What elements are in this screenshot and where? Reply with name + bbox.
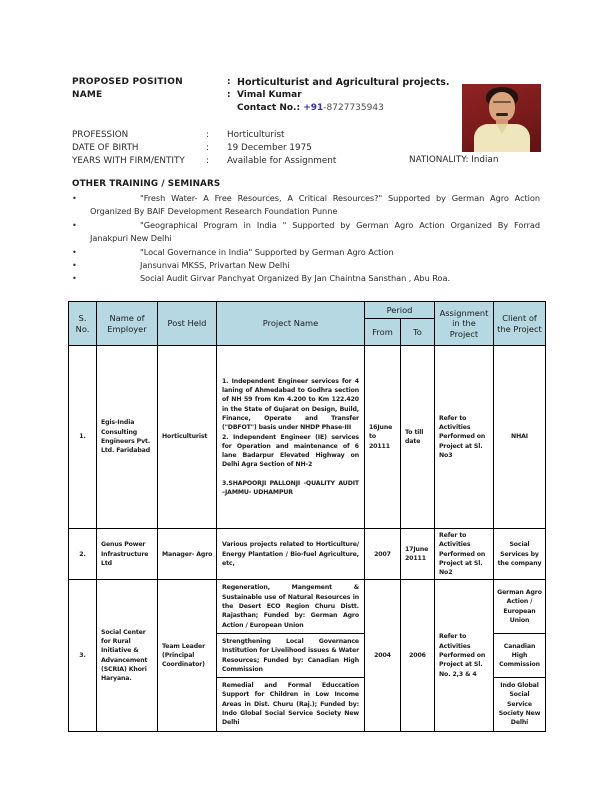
cell-r1-from: 16June to 20111	[365, 346, 401, 529]
spacer	[72, 102, 227, 115]
contact-label: Contact No.:	[237, 103, 301, 113]
cell-r1-post: Horticulturist	[158, 346, 217, 529]
identity-block	[72, 76, 462, 115]
cell-r3-employer: Social Center for Rural Initiative & Advancement (SCRIA) Khori Haryana.	[97, 580, 158, 731]
cell-r3-to: 2006	[401, 580, 435, 731]
header-post-held: Post Held	[158, 302, 217, 346]
seminar-item	[72, 259, 540, 272]
cell-r2-from: 2007	[365, 529, 401, 580]
seminar-text: "Geographical Program in India " Supported by German Agro Action Organized By Forrad Janakpuri New Delhi	[90, 219, 540, 244]
bullet-icon: •	[72, 246, 77, 257]
header-period: Period	[365, 302, 435, 319]
bullet-icon: •	[72, 273, 77, 284]
cell-r1-project	[217, 346, 365, 529]
colon-separator: :	[206, 143, 209, 154]
seminars-list	[72, 192, 540, 286]
dob-label: DATE OF BIRTH	[72, 143, 139, 154]
cell-r2-employer: Genus Power Infrastructure Ltd	[97, 529, 158, 580]
contact-line	[237, 102, 462, 115]
header-project-name: Project Name	[217, 302, 365, 346]
years-value: Available for Assignment	[227, 156, 337, 167]
colon-separator: :	[206, 156, 209, 167]
cell-r3-from: 2004	[365, 580, 401, 731]
photo-eyebrows	[493, 101, 511, 103]
colon-separator: :	[227, 90, 231, 100]
contact-country-code: +91	[303, 103, 324, 113]
table-header-row-1	[69, 302, 546, 319]
years-label: YEARS WITH FIRM/ENTITY	[72, 156, 185, 167]
cell-r3-client-2: Canadian High Commission	[494, 633, 546, 677]
seminar-item	[72, 219, 540, 246]
experience-table	[68, 301, 546, 732]
seminar-text: Jansunvai MKSS, Privartan New Delhi	[140, 260, 290, 271]
seminar-text: Social Audit Girvar Panchyat Organized By Jan Chaintna Sansthan , Abu Roa.	[140, 273, 451, 284]
seminars-heading: OTHER TRAINING / SEMINARS	[72, 179, 221, 189]
contact-row	[72, 102, 462, 115]
name-label: NAME	[72, 90, 103, 100]
cell-r2-sno: 2.	[69, 529, 97, 580]
header-from: From	[365, 319, 401, 346]
profession-value: Horticulturist	[227, 130, 285, 140]
cell-r3-post: Team Leader (Principal Coordinator)	[158, 580, 217, 731]
proposed-position-value: Horticulturist and Agricultural projects.	[237, 77, 450, 88]
cell-r3-sno: 3.	[69, 580, 97, 731]
dob-value: 19 December 1975	[227, 143, 312, 154]
cell-r3-project-3: Remedial and Formal Educcation Support for Children in Low Income Areas in Dist. Churu (Raj.); Funded by: Indo Global Social Service Society New Delhi	[217, 678, 365, 731]
cell-r2-post: Manager- Agro	[158, 529, 217, 580]
name-row	[72, 89, 462, 102]
project-paragraph-1: 1. Independent Engineer services for 4 laning of Ahmedabad to Godhra section of NH 59 from Km 4.200 to Km 122.420 in the State of Gujarat on Design, Build, Finance, Operate and Transfer ("DBFOT") basis under NHDP Phase-III	[222, 377, 359, 432]
cell-r2-client: Social Services by the company	[494, 529, 546, 580]
cell-r3-assignment: Refer to Activities Performed on Project at Sl. No. 2,3 & 4	[435, 580, 494, 731]
header-to: To	[401, 319, 435, 346]
spacer	[227, 102, 237, 115]
profession-label: PROFESSION	[72, 130, 129, 140]
table-row-1	[69, 346, 546, 529]
cell-r3-project-1: Regeneration, Mangement & Sustainable use of Natural Resources in the Desert ECO Region Churu Distt. Rajasthan; Funded by: German Agro Action / European Union	[217, 580, 365, 633]
contact-number: -8727735943	[323, 103, 384, 113]
seminar-item	[72, 246, 540, 259]
cell-r2-assignment: Refer to Activities Performed on Project at Sl. No2	[435, 529, 494, 580]
nationality-text: NATIONALITY: Indian	[409, 155, 499, 166]
seminar-text: "Fresh Water- A Free Resources, A Critical Resources?" Supported by German Agro Action Organized By BAIF Development Research Foundation Punne	[90, 193, 540, 217]
bullet-icon: •	[72, 193, 77, 203]
cell-r1-to: To till date	[401, 346, 435, 529]
experience-table-wrap	[68, 301, 545, 732]
cell-r2-project: Various projects related to Horticulture/ Energy Plantation / Bio-fuel Agriculture, etc,	[217, 529, 365, 580]
cell-r3-client-3: Indo Global Social Service Society New Delhi	[494, 678, 546, 731]
cell-r1-employer: Egis-India Consulting Engineers Pvt. Ltd. Faridabad	[97, 346, 158, 529]
colon-separator: :	[206, 130, 209, 140]
seminar-text: "Local Governance in India" Supported by German Agro Action	[140, 246, 394, 257]
cell-r1-client: NHAI	[494, 346, 546, 529]
header-s-no: S. No.	[69, 302, 97, 346]
colon-separator: :	[227, 77, 231, 87]
project-paragraph-2: 2. Independent Engineer (IE) services for Operation and maintenance of 6 lane Badarpur Elevated Highway on Delhi Agra Section of NH-2	[222, 433, 359, 469]
header-employer: Name of Employer	[97, 302, 158, 346]
proposed-position-label: PROPOSED POSITION	[72, 77, 183, 87]
header-client: Client of the Project	[494, 302, 546, 346]
cell-r1-sno: 1.	[69, 346, 97, 529]
bullet-icon: •	[72, 219, 77, 230]
bullet-icon: •	[72, 260, 77, 271]
table-row-2	[69, 529, 546, 580]
cell-r2-to: 17June 20111	[401, 529, 435, 580]
project-paragraph-3: 3.SHAPOORJI PALLONJI -QUALITY AUDIT –JAMMU- UDHAMPUR	[222, 479, 359, 496]
name-value: Vimal Kumar	[237, 90, 302, 100]
cell-r3-client-1: German Agro Action / European Union	[494, 580, 546, 633]
table-row-3a	[69, 580, 546, 633]
profile-photo	[462, 84, 541, 152]
proposed-position-row	[72, 76, 462, 89]
header-assignment: Assignment in the Project	[435, 302, 494, 346]
cell-r3-project-2: Strengthening Local Governance Institution for Livelihood issues & Water Resources; Funded by: Canadian High Commission	[217, 633, 365, 677]
seminar-item	[72, 192, 540, 219]
seminar-item	[72, 272, 540, 285]
cell-r1-assignment: Refer to Activities Performed on Project at Sl. No3	[435, 346, 494, 529]
photo-face	[489, 92, 515, 122]
photo-mustache	[496, 113, 508, 116]
